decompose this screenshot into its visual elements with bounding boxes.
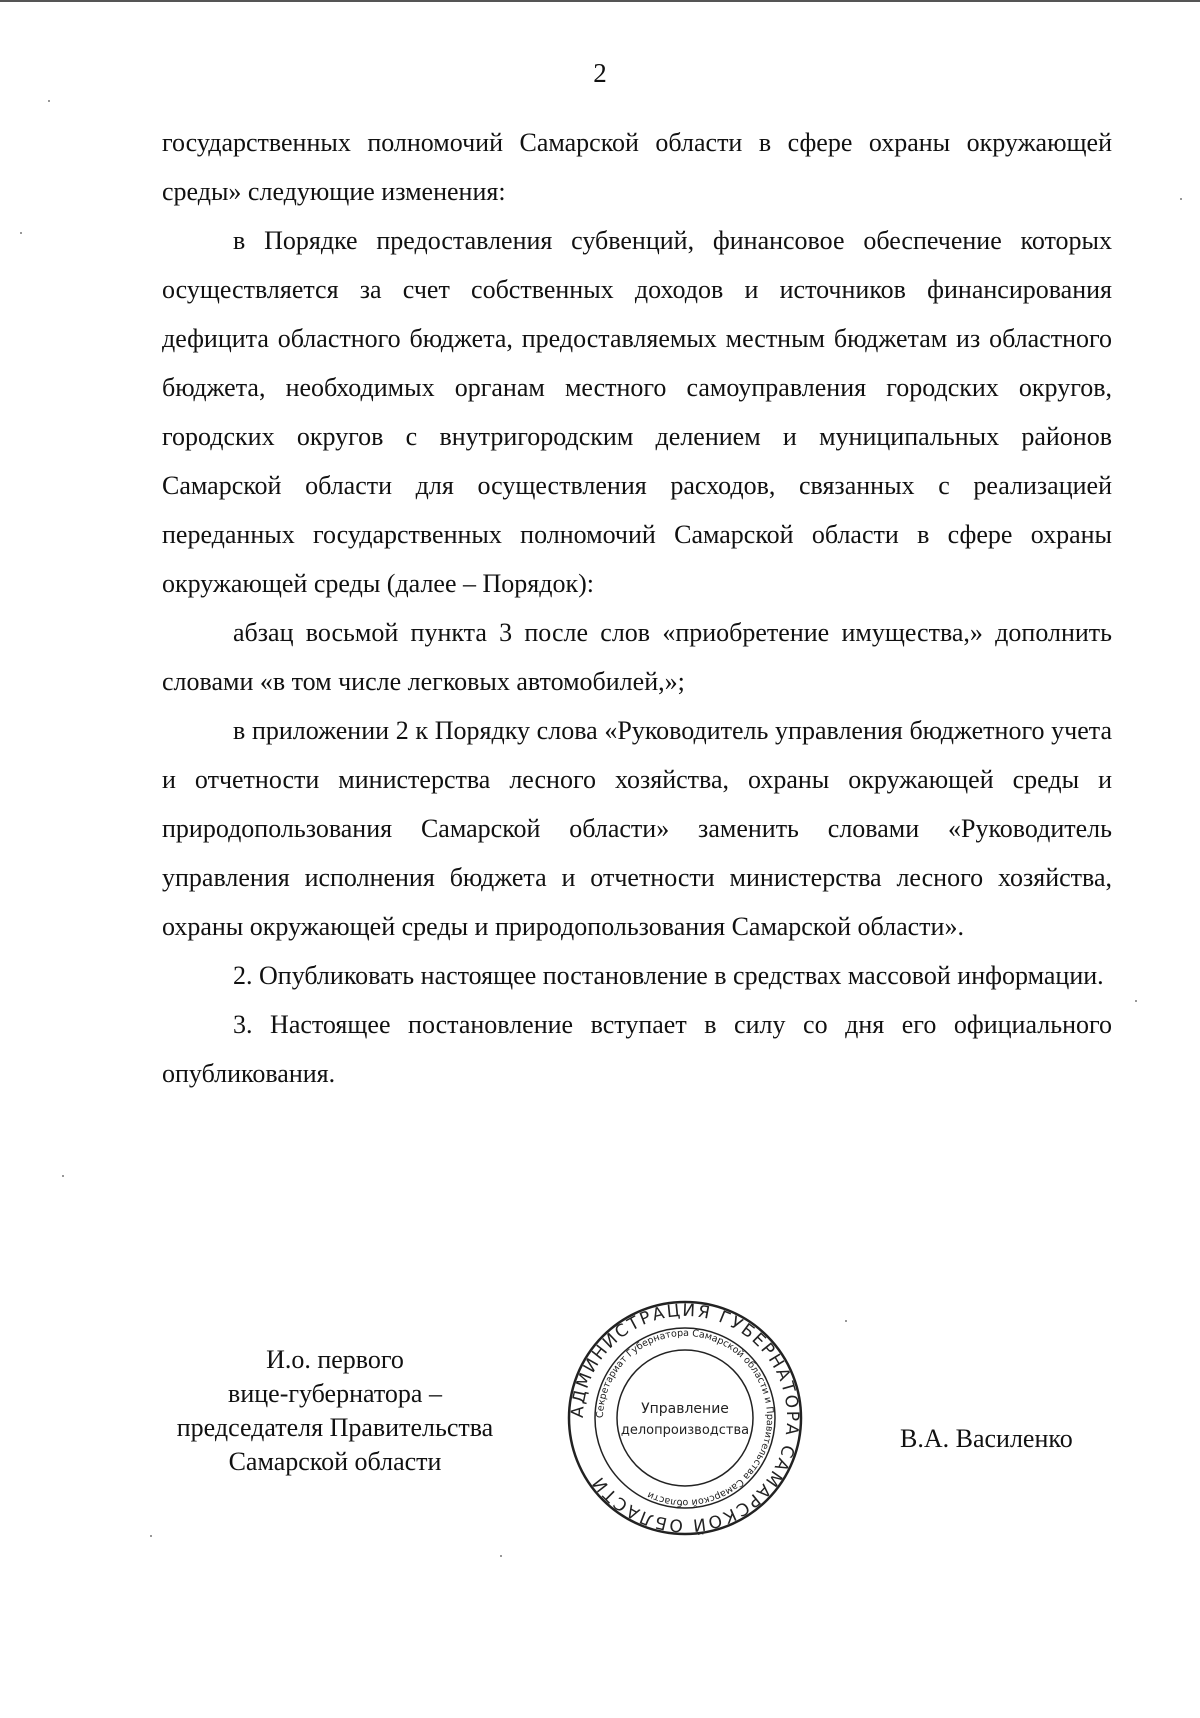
signer-position-line: вице-губернатора – — [228, 1379, 442, 1408]
page-number: 2 — [593, 58, 607, 88]
paragraph-clause-3-amendment: абзац восьмой пункта 3 после слов «приобретение имущества,» дополнить словами «в том числе легковых автомобилей,»; — [162, 618, 1112, 696]
stamp-center-line-2: делопроизводства — [620, 1423, 750, 1438]
signer-position — [150, 1343, 520, 1479]
scan-speck — [1135, 1000, 1137, 1002]
scan-top-edge-line — [0, 0, 1200, 2]
official-stamp — [565, 1298, 805, 1538]
stamp-outer-text: АДМИНИСТРАЦИЯ ГУБЕРНАТОРА САМАРСКОЙ ОБЛАСТИ — [567, 1300, 803, 1536]
scan-speck — [1180, 198, 1182, 200]
paragraph-continuation: государственных полномочий Самарской области в сфере охраны окружающей среды» следующие изменения: — [162, 128, 1112, 206]
paragraph-order-amendment: в Порядке предоставления субвенций, финансовое обеспечение которых осуществляется за счет собственных доходов и источников финансирования дефицита областного бюджета, предоставляемых местным бюджетам из областного бюджета, необходимых органам местного самоуправления городских округов, городских округов с внутригородским делением и муниципальных районов Самарской области для осуществления расходов, связанных с реализацией переданных государственных полномочий Самарской области в сфере охраны окружающей среды (далее – Порядок): — [162, 226, 1112, 598]
scan-speck — [48, 100, 50, 102]
scan-speck — [62, 1175, 64, 1177]
stamp-inner-text: Секретариат Губернатора Самарской области и Правительства Самарской области — [594, 1327, 776, 1509]
signer-position-line: Самарской области — [228, 1447, 442, 1476]
document-body — [162, 118, 1112, 1098]
paragraph-appendix-2-amendment: в приложении 2 к Порядку слова «Руководитель управления бюджетного учета и отчетности министерства лесного хозяйства, охраны окружающей среды и природопользования Самарской области» заменить словами «Руководитель управления исполнения бюджета и отчетности министерства лесного хозяйства, охраны окружающей среды и природопользования Самарской области». — [162, 716, 1112, 941]
signer-position-line: председателя Правительства — [176, 1413, 494, 1442]
stamp-inner-ring — [617, 1350, 753, 1486]
signer-position-line: И.о. первого — [266, 1345, 404, 1374]
scan-speck — [845, 1320, 847, 1322]
paragraph-publication: 2. Опубликовать настоящее постановление в средствах массовой информации. — [233, 961, 1104, 990]
paragraph-entry-into-force: 3. Настоящее постановление вступает в силу со дня его официального опубликования. — [162, 1010, 1112, 1088]
stamp-center-line-1: Управление — [641, 1401, 729, 1417]
signer-name: В.А. Василенко — [900, 1424, 1073, 1453]
scan-speck — [150, 1535, 152, 1537]
scan-speck — [20, 232, 22, 234]
scan-speck — [500, 1555, 502, 1557]
